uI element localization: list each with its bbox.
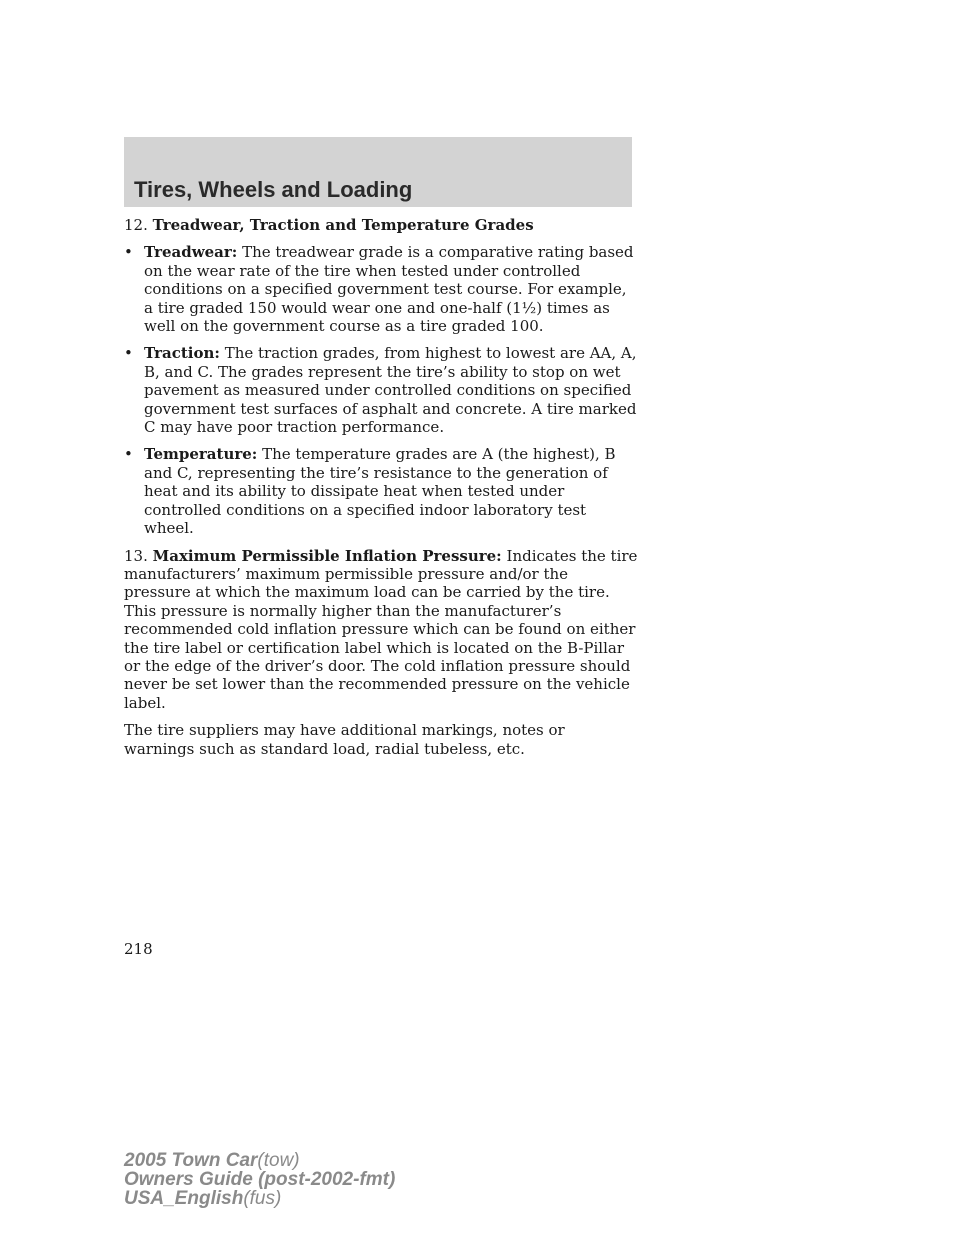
footer-guide: Owners Guide (post-2002-fmt) [124,1169,396,1190]
item-12-number: 12. [124,216,148,234]
footer-line-2 [124,1170,395,1189]
item-13-text: Indicates the tire manufacturers’ maximum permissible pressure and/or the pressure at which the maximum load can be carried by the tire. This pressure is normally higher than the manufacturer’s recommended cold inflation pressure which can be found on either the tire label or certification label which is located on the B-Pillar or the edge of the driver’s door. The cold inflation pressure should never be set lower than the recommended pressure on the vehicle label. [124,546,638,712]
footer-line-1 [124,1151,395,1170]
page-number: 218 [124,940,153,958]
item-13-title: Maximum Permissible Inflation Pressure: [152,546,502,565]
footer-model-code: (tow) [257,1150,300,1171]
footer-language-code: (fus) [243,1188,282,1209]
document-footer [124,1151,395,1208]
bullet-text: The treadwear grade is a comparative rating based on the wear rate of the tire when tested under controlled conditions on a specified government test course. For example, a tire graded 150 would wear one and one-half (1½) times as well on the government course as a tire graded 100. [144,243,634,336]
bullet-label: Temperature: [144,445,258,464]
bullet-treadwear [124,243,639,335]
bullet-label: Traction: [144,344,220,363]
item-12-heading [124,216,639,234]
bullet-dot-icon: • [124,243,133,262]
bullet-text: The temperature grades are A (the highest), B and C, representing the tire’s resistance to the generation of heat and its ability to dissipate heat when tested under controlled conditions on a specified indoor laboratory test wheel. [144,445,616,538]
page-content [124,216,639,767]
item-12-title: Treadwear, Traction and Temperature Grades [152,216,534,234]
bullet-label: Treadwear: [144,243,238,262]
footer-model: 2005 Town Car [124,1150,258,1171]
bullet-traction [124,344,639,436]
bullet-temperature [124,445,639,537]
footer-line-3 [124,1189,395,1208]
bullet-dot-icon: • [124,344,133,363]
bullet-text: The traction grades, from highest to lowest are AA, A, B, and C. The grades represent the tire’s ability to stop on wet pavement as measured under controlled conditions on specified government test surfaces of asphalt and concrete. A tire marked C may have poor traction performance. [144,344,637,437]
footer-language: USA_English [124,1188,244,1209]
item-13-number: 13. [124,546,148,565]
closing-paragraph: The tire suppliers may have additional markings, notes or warnings such as standard load, radial tubeless, etc. [124,721,565,758]
item-13-paragraph [124,547,639,713]
section-title: Tires, Wheels and Loading [134,177,413,202]
section-header-band [124,137,632,207]
bullet-dot-icon: • [124,445,133,464]
